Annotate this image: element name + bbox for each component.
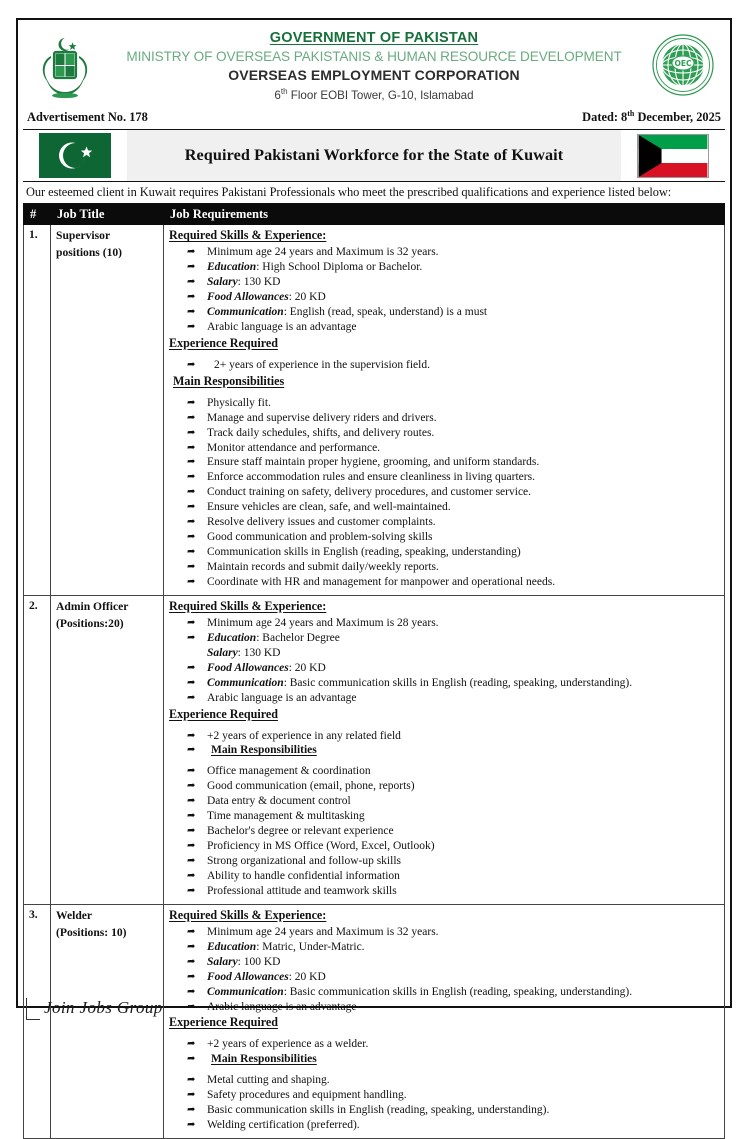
list-item: ➥ Communication: Basic communication skills in English (reading, speaking, understanding). — [187, 676, 719, 691]
list-item: ➥ Coordinate with HR and management for manpower and operational needs. — [187, 575, 719, 590]
list-item: ➥ Communication skills in English (reading, speaking, understanding) — [187, 545, 719, 560]
responsibilities-heading: ➥ Main Responsibilities — [187, 1052, 719, 1067]
list-item: ➥ Basic communication skills in English (reading, speaking, understanding). — [187, 1103, 719, 1118]
job-title-line-1: Welder — [56, 908, 93, 922]
list-item: ➥ Minimum age 24 years and Maximum is 32 years. — [187, 925, 719, 940]
list-item: ➥ Food Allowances: 20 KD — [187, 661, 719, 676]
job-title-line-2: (Positions:20) — [56, 616, 124, 630]
experience-list — [169, 1037, 719, 1067]
list-item: ➥ Food Allowances: 20 KD — [187, 290, 719, 305]
list-item: ➥ Communication: English (read, speak, understand) is a must — [187, 305, 719, 320]
list-item: Salary: 130 KD — [207, 646, 281, 659]
job-title-line-1: Admin Officer — [56, 599, 129, 613]
list-item: ➥ Ability to handle confidential information — [187, 869, 719, 884]
row-job-requirements — [164, 595, 725, 904]
skills-heading: Required Skills & Experience: — [169, 228, 327, 243]
banner-title: Required Pakistani Workforce for the State of Kuwait — [127, 130, 621, 181]
row-number: 1. — [24, 225, 51, 596]
list-item: ➥ Arabic language is an advantage — [187, 691, 719, 706]
watermark-corner-mark — [26, 998, 40, 1020]
skills-list — [169, 616, 719, 706]
ministry-title: MINISTRY OF OVERSEAS PAKISTANIS & HUMAN RESOURCE DEVELOPMENT — [126, 49, 622, 65]
intro-text: Our esteemed client in Kuwait requires Pakistani Professionals who meet the prescribed qualifications and experience listed below: — [23, 182, 725, 204]
list-item: ➥ Physically fit. — [187, 396, 719, 411]
list-item: ➥ Ensure staff maintain proper hygiene, grooming, and uniform standards. — [187, 455, 719, 470]
row-number: 3. — [24, 904, 51, 1138]
responsibilities-heading: ➥ Main Responsibilities — [187, 743, 719, 758]
pakistan-state-emblem-icon — [29, 29, 101, 103]
experience-list — [169, 358, 719, 373]
list-item: ➥ Monitor attendance and performance. — [187, 441, 719, 456]
title-banner — [23, 130, 725, 182]
row-job-title — [51, 595, 164, 904]
table-row — [24, 904, 725, 1138]
list-item: ➥ Track daily schedules, shifts, and delivery routes. — [187, 426, 719, 441]
oec-globe-logo-icon — [647, 29, 719, 103]
row-job-requirements — [164, 225, 725, 596]
list-item: ➥ Proficiency in MS Office (Word, Excel, Outlook) — [187, 839, 719, 854]
advertisement-number: Advertisement No. 178 — [27, 110, 148, 125]
skills-heading: Required Skills & Experience: — [169, 598, 327, 613]
list-item: ➥ Conduct training on safety, delivery procedures, and customer service. — [187, 485, 719, 500]
list-item: ➥ Metal cutting and shaping. — [187, 1073, 719, 1088]
list-item: ➥ +2 years of experience as a welder. — [187, 1037, 719, 1052]
list-item: ➥ Food Allowances: 20 KD — [187, 970, 719, 985]
job-title-line-1: Supervisor — [56, 229, 111, 243]
list-item: ➥ Communication: Basic communication skills in English (reading, speaking, understanding). — [187, 985, 719, 1000]
kuwait-flag-icon — [621, 130, 725, 181]
list-item: ➥ Professional attitude and teamwork skills — [187, 884, 719, 899]
watermark-text: Join Jobs Group — [44, 998, 163, 1017]
row-job-requirements — [164, 904, 725, 1138]
list-item: ➥ Arabic language is an advantage — [187, 1000, 719, 1015]
svg-text:OEC: OEC — [674, 59, 692, 68]
list-item: ➥ Enforce accommodation rules and ensure cleanliness in living quarters. — [187, 470, 719, 485]
experience-heading: Experience Required — [169, 1015, 278, 1030]
list-item: ➥ Data entry & document control — [187, 794, 719, 809]
responsibilities-list — [169, 1073, 719, 1133]
row-job-title — [51, 904, 164, 1138]
office-address: 6th Floor EOBI Tower, G-10, Islamabad — [274, 86, 474, 102]
advertisement-date: Dated: 8th December, 2025 — [582, 109, 721, 125]
column-header-job-title: Job Title — [51, 205, 164, 225]
row-number: 2. — [24, 595, 51, 904]
list-item: ➥ Education: Bachelor Degree — [187, 631, 719, 646]
list-item: ➥ Office management & coordination — [187, 764, 719, 779]
column-header-job-requirements: Job Requirements — [164, 205, 725, 225]
table-row — [24, 225, 725, 596]
government-title: GOVERNMENT OF PAKISTAN — [269, 29, 479, 46]
list-item: ➥ Time management & multitasking — [187, 809, 719, 824]
list-item: ➥ Ensure vehicles are clean, safe, and well-maintained. — [187, 500, 719, 515]
table-header-row — [24, 205, 725, 225]
experience-heading: Experience Required — [169, 335, 278, 350]
document-frame — [16, 18, 732, 1132]
responsibilities-heading: Main Responsibilities — [173, 373, 285, 388]
skills-list — [169, 245, 719, 335]
list-item: ➥ Salary: 130 KD — [187, 275, 719, 290]
column-header-number: # — [24, 205, 51, 225]
list-item: ➥ Minimum age 24 years and Maximum is 32 years. — [187, 245, 719, 260]
responsibilities-list — [169, 396, 719, 590]
list-item: ➥ Maintain records and submit daily/weekly reports. — [187, 560, 719, 575]
list-item: ➥ Good communication (email, phone, reports) — [187, 779, 719, 794]
job-title-line-2: positions (10) — [56, 245, 123, 259]
list-item: ➥ Education: High School Diploma or Bachelor. — [187, 260, 719, 275]
experience-list — [169, 729, 719, 759]
skills-heading: Required Skills & Experience: — [169, 907, 327, 922]
responsibilities-list — [169, 764, 719, 898]
list-item: ➥ Minimum age 24 years and Maximum is 28 years. — [187, 616, 719, 631]
skills-list — [169, 925, 719, 1015]
list-item: ➥ Safety procedures and equipment handling. — [187, 1088, 719, 1103]
corporation-title: OVERSEAS EMPLOYMENT CORPORATION — [228, 67, 520, 84]
letterhead — [23, 24, 725, 106]
list-item: ➥ Strong organizational and follow-up skills — [187, 854, 719, 869]
list-item: ➥ Bachelor's degree or relevant experience — [187, 824, 719, 839]
row-job-title — [51, 225, 164, 596]
list-item: ➥ Arabic language is an advantage — [187, 320, 719, 335]
advertisement-line — [23, 106, 725, 130]
list-item: ➥ Welding certification (preferred). — [187, 1118, 719, 1133]
list-item: ➥ Good communication and problem-solving skills — [187, 530, 719, 545]
list-item: ➥ 2+ years of experience in the supervision field. — [187, 358, 719, 373]
letterhead-text — [101, 30, 647, 102]
experience-heading: Experience Required — [169, 706, 278, 721]
job-title-line-2: (Positions: 10) — [56, 925, 127, 939]
table-row — [24, 595, 725, 904]
list-item: ➥ +2 years of experience in any related field — [187, 729, 719, 744]
list-item: ➥ Resolve delivery issues and customer complaints. — [187, 515, 719, 530]
pakistan-flag-icon — [23, 130, 127, 181]
list-item: ➥ Manage and supervise delivery riders and drivers. — [187, 411, 719, 426]
list-item: ➥ Salary: 100 KD — [187, 955, 719, 970]
list-item: ➥ Education: Matric, Under-Matric. — [187, 940, 719, 955]
